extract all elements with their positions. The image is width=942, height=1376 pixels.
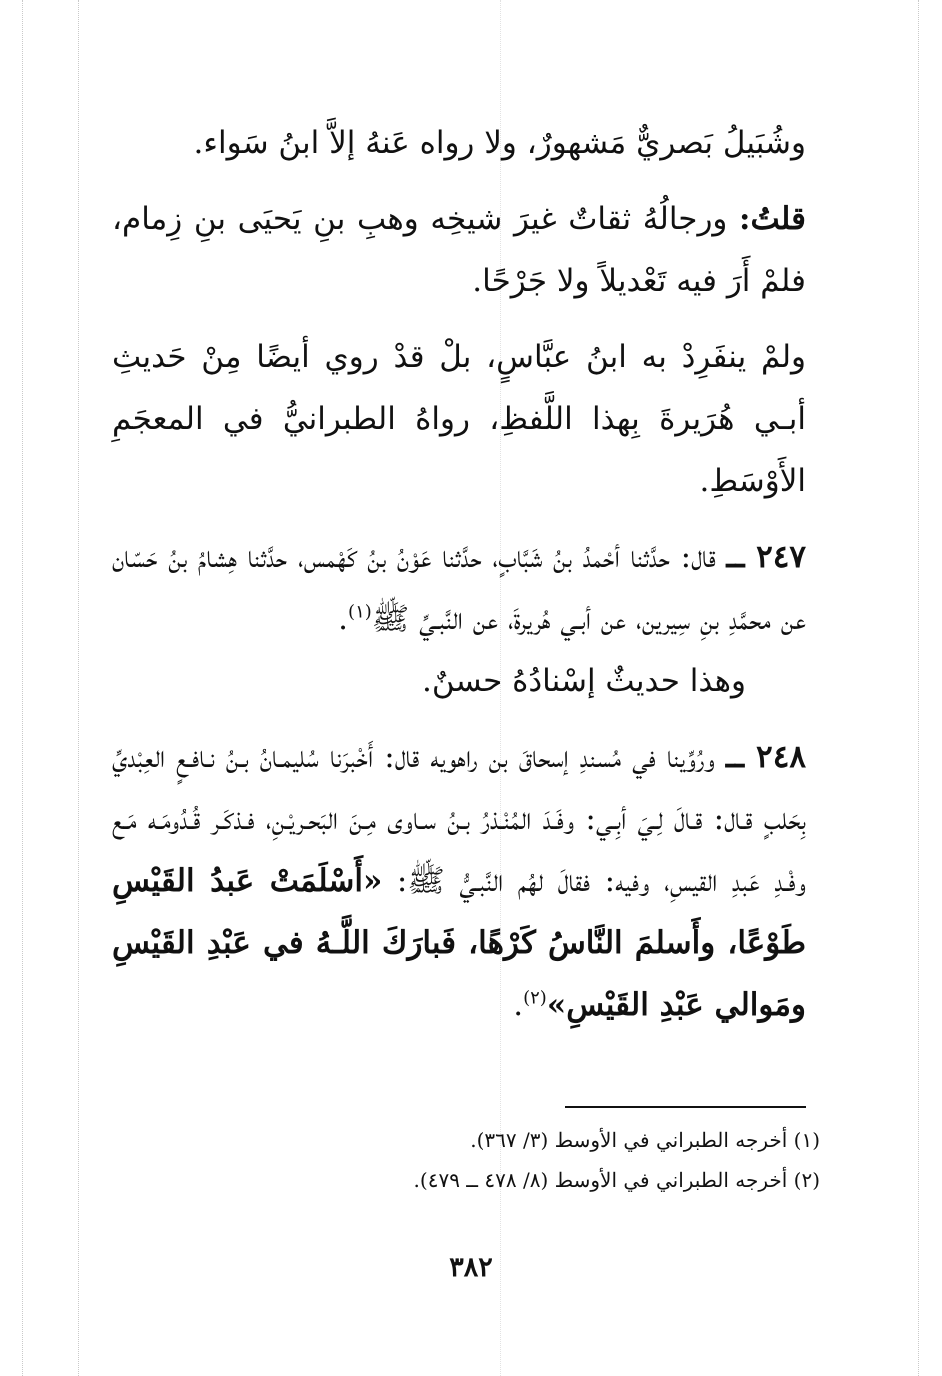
hadith-247-text: قال: حدَّثنا أحْمدُ بنُ شَبَّابٍ، حدَّثنا عَوْنُ بنُ كَهْمس، حدَّثنا هِشامُ بنُ حَسّان عن محمَّدِ بنِ سِيرين، عن أبـي هُريرةَ، عن النَّبـيِّ ﷺ	[112, 539, 806, 637]
margin-guide-right	[918, 0, 919, 1376]
hadith-247-end: .	[338, 601, 349, 637]
page-number: ٣٨٢	[449, 1252, 493, 1283]
footnote-ref-1[interactable]: (١)	[348, 601, 372, 623]
note-label: قلتُ:	[739, 201, 806, 237]
margin-guide-inner-left	[78, 0, 79, 1376]
hadith-248-text: ورُوِّينا في مُسندِ إسحاقَ بن راهويه قال: أَخْبرَنا سُليمـانُ بـنُ نـافـعٍ العِبْديِّ بِحَلبٍ قـال: قـالَ لِـيَ أبِـي: وفَـدَ المُنْـذرُ بـنُ سـاوى مِـنَ البَحـريْـنِ، فـذكَـر قُـدُومَـه مَـع وفْـدِ عَبدِ القيسِ، وفيه: فقالَ لهُم النَّبـيُّ ﷺ:	[112, 739, 806, 899]
paragraph-2	[112, 188, 806, 312]
hadith-248	[112, 726, 806, 1036]
hadith-248-end: .	[513, 987, 524, 1023]
paragraph-2-text: ورجالُهُ ثقاتٌ غيرَ شيخِه وهبِ بنِ يَحيَى بنِ زِمام، فلمْ أَرَ فيه تَعْديلاً ولا جَرْحًا.	[112, 201, 806, 299]
hadith-number: ٢٤٨ ــ	[725, 739, 806, 775]
footnotes	[300, 1120, 820, 1200]
footnote-separator	[565, 1106, 806, 1108]
margin-guide-left	[22, 0, 23, 1376]
footnote-ref-2[interactable]: (٢)	[523, 987, 547, 1009]
hadith-247	[112, 526, 806, 650]
paragraph-1	[112, 112, 806, 174]
body-text	[112, 112, 806, 1036]
footnote-2: (٢) أخرجه الطبراني في الأوسط (٨/ ٤٧٨ ــ ٤٧٩).	[413, 1168, 820, 1192]
paragraph-5	[112, 650, 806, 712]
hadith-number: ٢٤٧ ــ	[726, 539, 807, 575]
paragraph-3-text: ولمْ ينفَرِدْ به ابنُ عبَّاسٍ، بلْ قدْ روي أيضًا مِنْ حَديثِ أبـي هُرَيرةَ بِهذا اللَّفظِ، رواهُ الطبرانيُّ في المعجَمِ الأَوْسَطِ.	[112, 339, 806, 499]
footnote-1: (١) أخرجه الطبراني في الأوسط (٣/ ٣٦٧).	[470, 1128, 820, 1152]
prophetic-quote: «أَسْلَمَتْ عَبدُ القَيْسِ طَوْعًا، وأَسلمَ النَّاسُ كَرْهًا، فَبارَكَ اللَّـهُ في عَبْدِ القَيْسِ ومَوالي عَبْدِ القَيْسِ»	[112, 863, 806, 1023]
paragraph-5-text: وهذا حديثٌ إسْنادُهُ حسنٌ.	[422, 663, 746, 699]
paragraph-1-text: وشُبَيلُ بَصريٌّ مَشهورٌ، ولا رواه عَنهُ إلاَّ ابنُ سَواء.	[193, 125, 806, 161]
paragraph-3	[112, 326, 806, 512]
